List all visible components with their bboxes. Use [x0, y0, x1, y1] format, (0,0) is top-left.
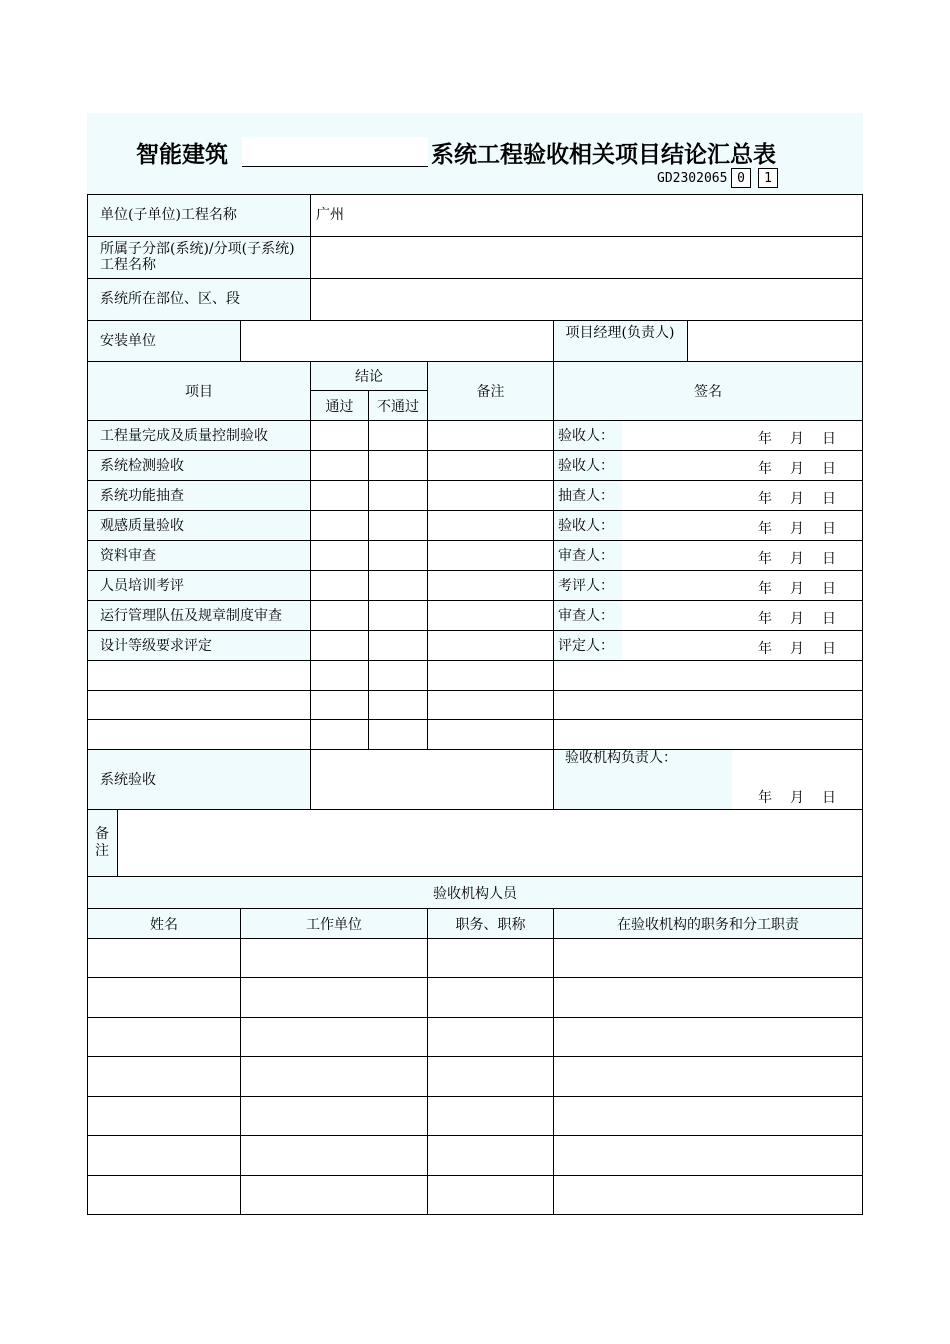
date-month: 月 [790, 461, 804, 477]
date-year: 年 [758, 491, 772, 507]
item-name: 系统功能抽查 [100, 488, 184, 504]
location-value[interactable] [312, 280, 861, 319]
item-name: 运行管理队伍及规章制度审查 [100, 608, 282, 624]
item-name: 设计等级要求评定 [100, 638, 212, 654]
header-item: 项目 [185, 384, 213, 400]
code-box-1[interactable]: 0 [731, 168, 751, 188]
date-day: 日 [822, 491, 836, 507]
code-box-2[interactable]: 1 [758, 168, 778, 188]
location-label: 系统所在部位、区、段 [100, 291, 240, 307]
date-day: 日 [822, 521, 836, 537]
system-acceptance-value[interactable] [312, 751, 552, 808]
date-day: 日 [822, 611, 836, 627]
date-month: 月 [790, 551, 804, 567]
installer-label: 安装单位 [100, 333, 156, 349]
header-conclusion: 结论 [355, 369, 383, 385]
header-pass: 通过 [325, 398, 354, 415]
date-year: 年 [758, 611, 772, 627]
header-fail: 不通过 [377, 398, 419, 415]
date-day: 日 [822, 641, 836, 657]
title-blank-field[interactable] [242, 137, 428, 167]
personnel-col-duty: 在验收机构的职务和分工职责 [617, 916, 799, 933]
personnel-col-name: 姓名 [150, 916, 178, 933]
date-day: 日 [822, 581, 836, 597]
project-name-value[interactable]: 广州 [316, 207, 344, 223]
signer-label: 验收人： [558, 458, 614, 474]
signer-label: 考评人： [558, 578, 614, 594]
signer-label: 评定人： [558, 638, 614, 654]
date-month: 月 [790, 581, 804, 597]
date-year: 年 [758, 521, 772, 537]
signer-label: 验收人： [558, 518, 614, 534]
date-day: 日 [822, 431, 836, 447]
date-year: 年 [758, 431, 772, 447]
date-day: 日 [822, 790, 836, 806]
signer-label: 审查人： [558, 548, 614, 564]
title-prefix: 智能建筑 [136, 142, 228, 168]
date-month: 月 [790, 790, 804, 806]
item-name: 工程量完成及质量控制验收 [100, 428, 268, 444]
date-year: 年 [758, 790, 772, 806]
installer-value[interactable] [242, 322, 552, 360]
date-year: 年 [758, 581, 772, 597]
remark-label: 备注 [95, 826, 109, 859]
item-name: 资料审查 [100, 548, 156, 564]
date-day: 日 [822, 461, 836, 477]
signer-label: 验收人： [558, 428, 614, 444]
system-acceptance-label: 系统验收 [100, 772, 156, 788]
date-year: 年 [758, 641, 772, 657]
manager-value[interactable] [689, 322, 861, 360]
remark-value[interactable] [119, 811, 861, 875]
item-name: 人员培训考评 [100, 578, 184, 594]
date-day: 日 [822, 551, 836, 567]
subsystem-value[interactable] [312, 238, 861, 277]
title-suffix: 系统工程验收相关项目结论汇总表 [431, 142, 776, 168]
subsystem-label: 所属子分部(系统)/分项(子系统)工程名称 [100, 241, 295, 273]
date-month: 月 [790, 491, 804, 507]
manager-label: 项目经理(负责人) [565, 325, 675, 341]
date-year: 年 [758, 551, 772, 567]
header-remark: 备注 [476, 384, 505, 400]
project-name-label: 单位(子单位)工程名称 [100, 207, 237, 223]
item-name: 观感质量验收 [100, 518, 184, 534]
date-month: 月 [790, 611, 804, 627]
date-month: 月 [790, 641, 804, 657]
signer-label: 审查人： [558, 608, 614, 624]
header-signature: 签名 [694, 384, 722, 400]
item-name: 系统检测验收 [100, 458, 184, 474]
acceptance-head-label: 验收机构负责人： [565, 750, 677, 766]
date-month: 月 [790, 431, 804, 447]
personnel-title: 验收机构人员 [433, 885, 517, 902]
signer-label: 抽查人： [558, 488, 614, 504]
date-year: 年 [758, 461, 772, 477]
personnel-col-unit: 工作单位 [306, 916, 362, 933]
date-month: 月 [790, 521, 804, 537]
personnel-col-title: 职务、职称 [455, 916, 526, 933]
form-code: GD2302065 [657, 171, 728, 186]
